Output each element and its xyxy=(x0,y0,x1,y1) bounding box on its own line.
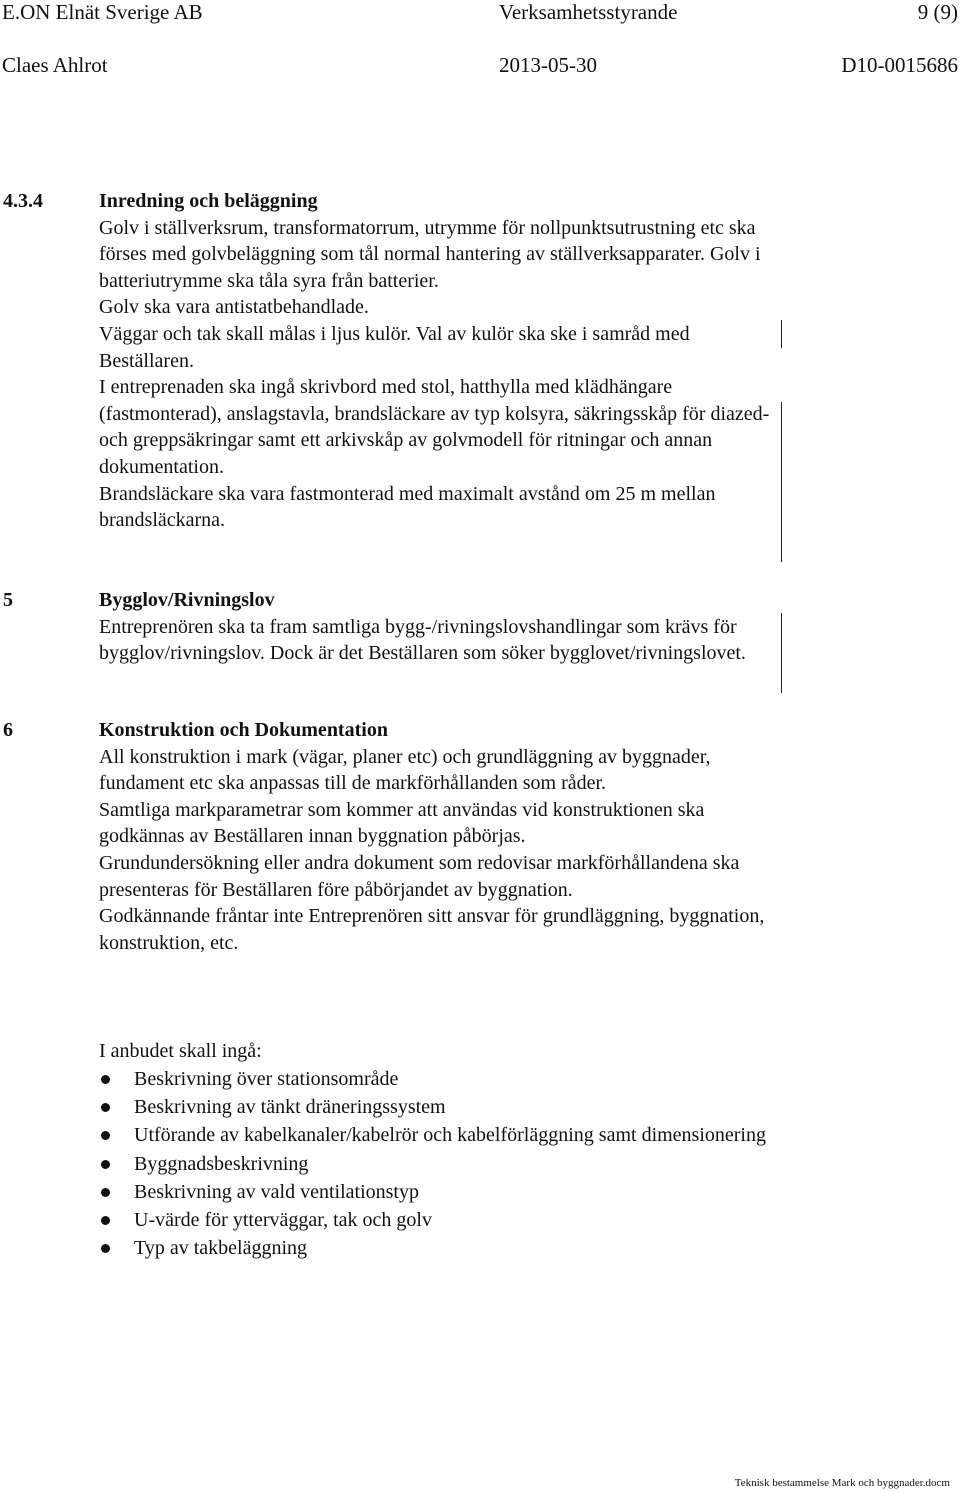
change-bar xyxy=(781,320,782,348)
change-bar xyxy=(781,402,782,562)
list-item-text: Utförande av kabelkanaler/kabelrör och kabelförläggning samt dimensionering xyxy=(134,1124,766,1147)
page-number: 9 (9) xyxy=(917,0,958,24)
bullet-icon xyxy=(101,1103,110,1112)
paragraph: Golv i ställverksrum, transformatorrum, utrymme för nollpunktsutrustning etc ska förses med golvbeläggning som tål normal hantering av ställverksapparater. Golv i batteriutrymme ska tåla syra från batterier. xyxy=(99,216,761,292)
list-item xyxy=(99,1235,789,1262)
bullet-icon xyxy=(101,1160,110,1169)
bullet-icon xyxy=(101,1216,110,1225)
header-row-2 xyxy=(2,53,958,77)
paragraph: I entreprenaden ska ingå skrivbord med stol, hatthylla med klädhängare (fastmonterad), anslagstavla, brandsläckare av typ kolsyra, säkringsskåp för diazed- och greppsäkringar samt ett arkivskåp av golvmodell för ritningar och annan dokumentation. xyxy=(99,376,770,478)
list-item-text: Typ av takbeläggning xyxy=(134,1237,307,1260)
bullet-icon xyxy=(101,1131,110,1140)
author-name: Claes Ahlrot xyxy=(2,53,108,77)
list-item-text: Beskrivning av vald ventilationstyp xyxy=(134,1180,419,1203)
list-item xyxy=(99,1066,789,1093)
paragraph: Golv ska vara antistatbehandlade. xyxy=(99,296,369,319)
document-category: Verksamhetsstyrande xyxy=(499,0,678,24)
list-item xyxy=(99,1179,789,1206)
list-item-text: Beskrivning över stationsområde xyxy=(134,1068,399,1090)
list-item xyxy=(99,1207,789,1234)
document-id: D10-0015686 xyxy=(841,53,958,77)
section-title: Konstruktion och Dokumentation xyxy=(99,719,388,741)
section-title: Bygglov/Rivningslov xyxy=(99,589,275,611)
bullet-icon xyxy=(101,1188,110,1197)
section-body xyxy=(99,215,789,534)
section-body xyxy=(99,744,789,957)
company-name: E.ON Elnät Sverige AB xyxy=(2,0,203,24)
change-bar xyxy=(781,613,782,693)
list-item-text: Byggnadsbeskrivning xyxy=(134,1152,309,1175)
list-item xyxy=(99,1122,789,1149)
header-row-1 xyxy=(2,0,958,24)
section-body xyxy=(99,614,789,667)
paragraph: Brandsläckare ska vara fastmonterad med maximalt avstånd om 25 m mellan brandsläckarna. xyxy=(99,482,716,532)
anbud-list xyxy=(99,1066,789,1263)
bullet-icon xyxy=(101,1075,110,1084)
paragraph: All konstruktion i mark (vägar, planer etc) och grundläggning av byggnader, fundament etc ska anpassas till de markförhållanden som råder. xyxy=(99,745,711,795)
paragraph: Entreprenören ska ta fram samtliga bygg-/rivningslovshandlingar som krävs för bygglov/rivningslov. Dock är det Beställaren som söker bygglovet/rivningslovet. xyxy=(99,615,746,665)
list-item-text: Beskrivning av tänkt dräneringssystem xyxy=(134,1096,446,1119)
anbud-label: I anbudet skall ingå: xyxy=(99,1040,262,1062)
list-item xyxy=(99,1094,789,1121)
paragraph: Godkännande fråntar inte Entreprenören sitt ansvar för grundläggning, byggnation, konstruktion, etc. xyxy=(99,905,765,954)
section-number: 6 xyxy=(3,719,13,741)
document-date: 2013-05-30 xyxy=(499,53,597,77)
paragraph: Samtliga markparametrar som kommer att användas vid konstruktionen ska godkännas av Beställaren innan byggnation påbörjas. xyxy=(99,798,705,848)
list-item-text: U-värde för ytterväggar, tak och golv xyxy=(134,1208,432,1231)
bullet-icon xyxy=(101,1244,110,1253)
section-number: 5 xyxy=(3,589,13,611)
section-title: Inredning och beläggning xyxy=(99,190,318,212)
list-item xyxy=(99,1151,789,1178)
section-number: 4.3.4 xyxy=(3,190,43,212)
paragraph: Väggar och tak skall målas i ljus kulör. Val av kulör ska ske i samråd med Beställaren. xyxy=(99,322,690,372)
footer-filename: Teknisk bestammelse Mark och byggnader.docm xyxy=(734,1477,950,1489)
paragraph: Grundundersökning eller andra dokument som redovisar markförhållandena ska presenteras för Beställaren före påbörjandet av byggnation. xyxy=(99,851,740,901)
